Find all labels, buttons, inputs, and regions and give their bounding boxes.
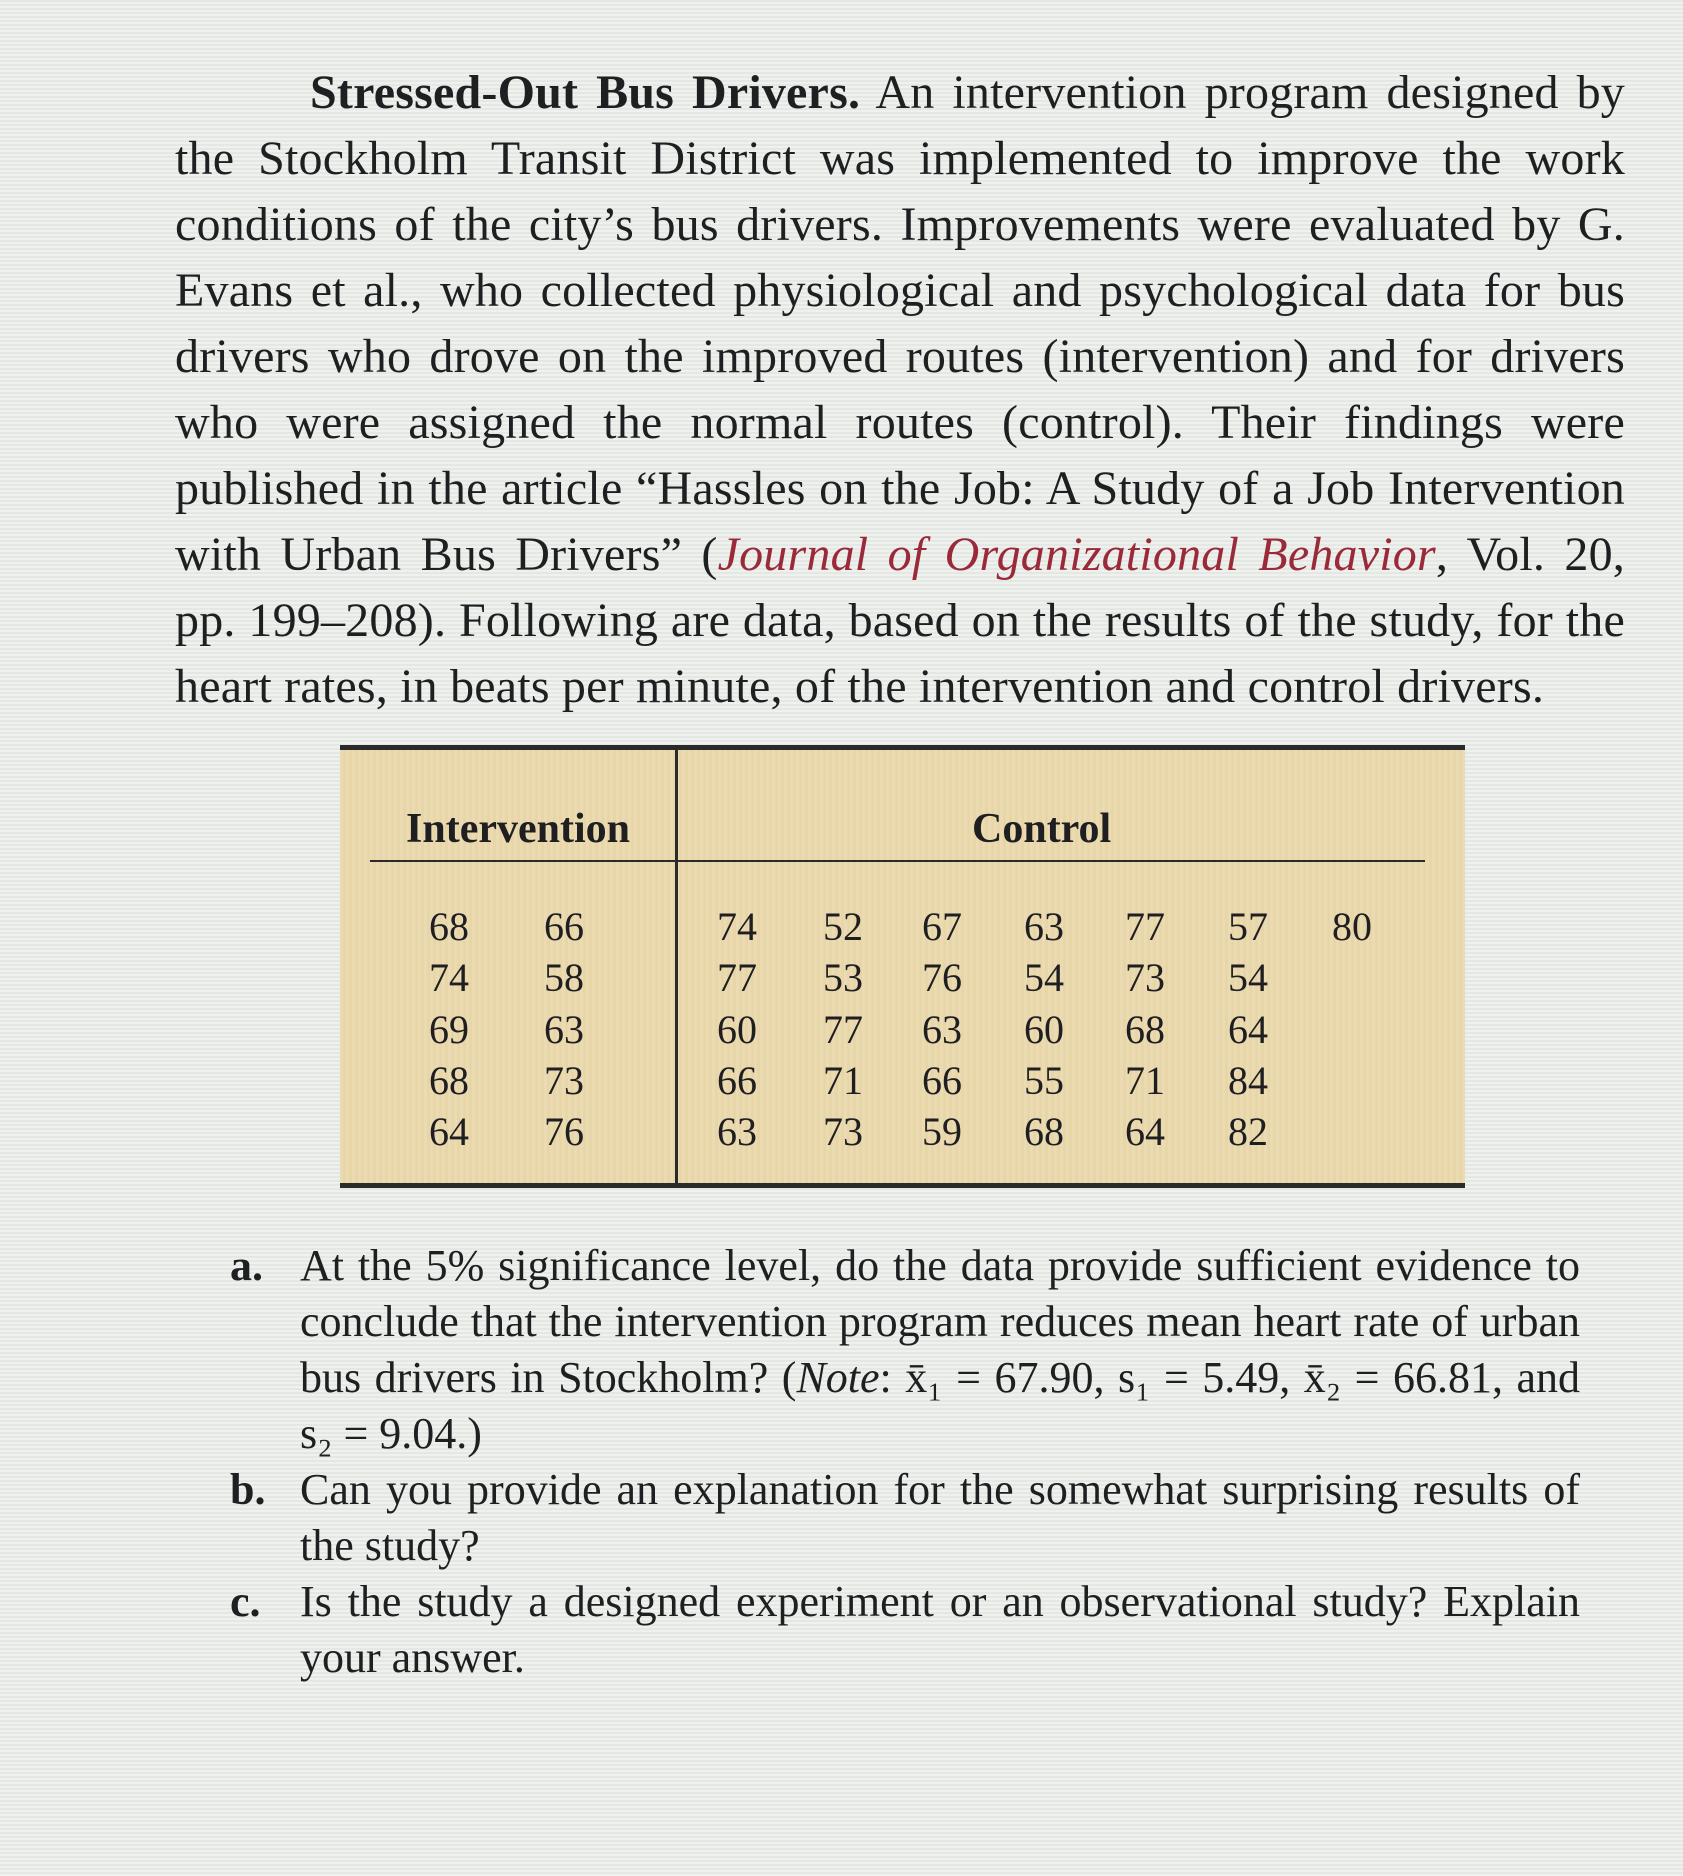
question-a	[230, 1238, 1580, 1462]
heart-rate-table	[340, 745, 1465, 1188]
question-b-text: Can you provide an explanation for the somewhat surprising results of the study?	[300, 1465, 1580, 1570]
control-cell: 55	[1024, 1058, 1064, 1103]
problem-statement	[175, 60, 1625, 720]
problem-title: Stressed-Out Bus Drivers.	[310, 66, 861, 119]
intervention-cell: 68	[429, 1058, 469, 1103]
control-cell: 64	[1125, 1109, 1165, 1154]
control-cell: 73	[1125, 955, 1165, 1000]
question-a-text: At the 5% significance level, do the data provide sufficient evidence to conclude that the intervention program reduces mean heart rate of urban bus drivers in Stockholm? (	[300, 1241, 1580, 1402]
intervention-cell: 63	[544, 1007, 584, 1052]
problem-text-part1: An intervention program designed by the Stockholm Transit District was implemented to improve the work conditions of the city’s bus drivers. Improvements were evaluated by G. Evans et al., who collected physiological and psychological data for bus drivers who drove on the improved routes (intervention) and for drivers who were assigned the normal routes (control). Their findings were published in the article “Hassles on the Job: A Study of a Job Intervention with Urban Bus Drivers” (	[175, 66, 1626, 581]
control-cell: 67	[922, 904, 962, 949]
control-cell: 66	[922, 1058, 962, 1103]
note-label: Note	[796, 1353, 880, 1402]
table-header-rule	[370, 860, 1425, 862]
control-cell: 57	[1228, 904, 1268, 949]
control-cell: 71	[823, 1058, 863, 1103]
control-cell: 77	[1125, 904, 1165, 949]
control-cell: 68	[1125, 1007, 1165, 1052]
intervention-cell: 73	[544, 1058, 584, 1103]
intervention-cell: 68	[429, 904, 469, 949]
control-cell: 82	[1228, 1109, 1268, 1154]
control-cell: 74	[717, 904, 757, 949]
intervention-cell: 66	[544, 904, 584, 949]
control-cell: 64	[1228, 1007, 1268, 1052]
table-vertical-divider	[675, 750, 678, 1183]
control-header: Control	[972, 806, 1112, 852]
intervention-header: Intervention	[406, 806, 630, 852]
control-cell: 60	[717, 1007, 757, 1052]
control-cell: 63	[1024, 904, 1064, 949]
control-cell: 63	[922, 1007, 962, 1052]
problem-text-part2: , Vol. 20, pp. 199–208). Following are data, based on the results of the study, for the heart rates, in beats per minute, of the intervention and control drivers.	[175, 528, 1625, 713]
question-letter: c.	[230, 1577, 261, 1626]
control-cell: 77	[823, 1007, 863, 1052]
control-cell: 77	[717, 955, 757, 1000]
question-b	[230, 1462, 1580, 1574]
control-cell: 84	[1228, 1058, 1268, 1103]
question-c-text: Is the study a designed experiment or an observational study? Explain your answer.	[300, 1577, 1580, 1682]
control-cell: 54	[1024, 955, 1064, 1000]
control-cell: 80	[1332, 904, 1372, 949]
control-cell: 54	[1228, 955, 1268, 1000]
intervention-cell: 74	[429, 955, 469, 1000]
journal-name: Journal of Organizational Behavior	[717, 528, 1436, 581]
control-cell: 73	[823, 1109, 863, 1154]
question-list	[230, 1238, 1580, 1686]
control-cell: 59	[922, 1109, 962, 1154]
control-cell: 63	[717, 1109, 757, 1154]
intervention-cell: 64	[429, 1109, 469, 1154]
control-cell: 68	[1024, 1109, 1064, 1154]
control-cell: 52	[823, 904, 863, 949]
question-c	[230, 1574, 1580, 1686]
control-cell: 66	[717, 1058, 757, 1103]
question-a-stats: : x̄₁ = 67.90, s₁ = 5.49, x̄₂ = 66.81, and s₂ = 9.04.)	[300, 1353, 1580, 1458]
control-cell: 53	[823, 955, 863, 1000]
control-cell: 60	[1024, 1007, 1064, 1052]
question-letter: b.	[230, 1465, 266, 1514]
control-cell: 76	[922, 955, 962, 1000]
intervention-cell: 69	[429, 1007, 469, 1052]
question-letter: a.	[230, 1241, 263, 1290]
intervention-cell: 58	[544, 955, 584, 1000]
intervention-cell: 76	[544, 1109, 584, 1154]
control-cell: 71	[1125, 1058, 1165, 1103]
